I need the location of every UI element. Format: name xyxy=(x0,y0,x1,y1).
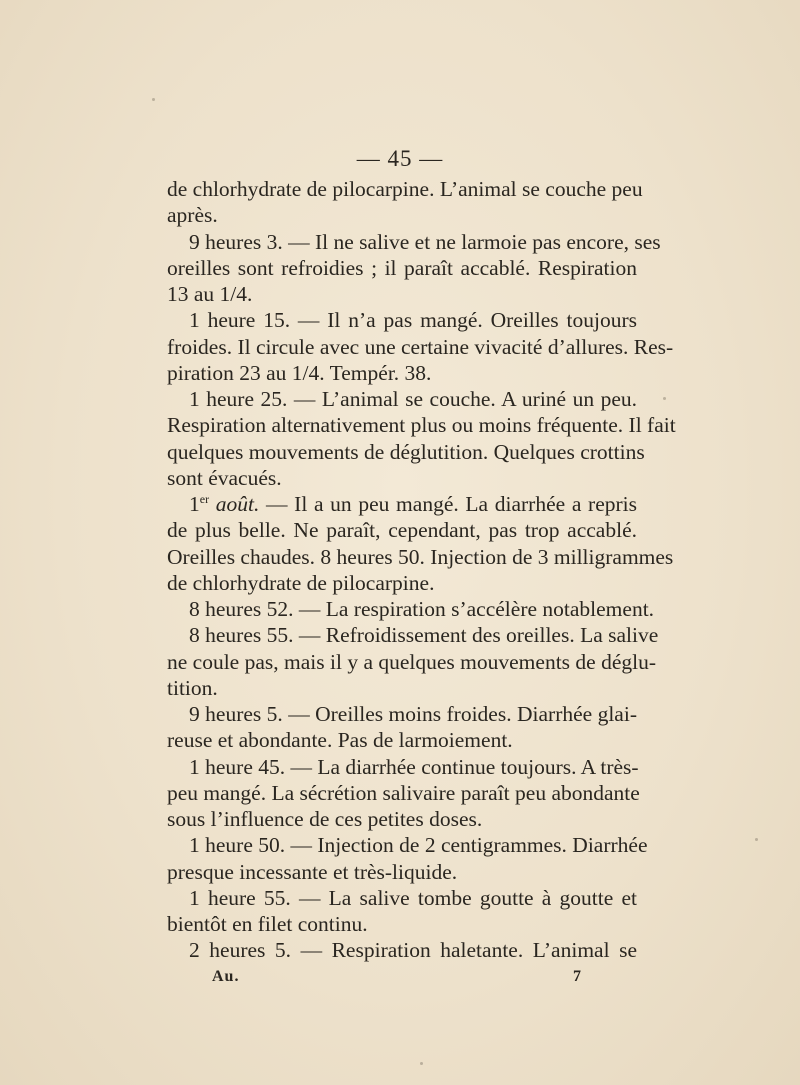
text-line: 9 heures 3. — Il ne salive et ne larmoie pas encore, ses xyxy=(189,229,661,254)
text-line: tition. xyxy=(167,675,218,700)
text-line: 8 heures 55. — Refroidissement des oreilles. La salive xyxy=(189,623,659,648)
paper-speck xyxy=(152,98,155,101)
text-line: Respiration alternativement plus ou moins fréquente. Il fait xyxy=(167,413,676,438)
text-line: ne coule pas, mais il y a quelques mouvements de déglu- xyxy=(167,649,656,674)
text-line: après. xyxy=(167,203,218,228)
text-line: sous l’influence de ces petites doses. xyxy=(167,807,483,831)
paper-speck xyxy=(755,838,758,841)
page-number: — 45 — xyxy=(356,146,444,171)
text-line: quelques mouvements de déglutition. Quelques crottins xyxy=(167,439,645,464)
text-line: Oreilles chaudes. 8 heures 50. Injection de 3 milligrammes xyxy=(167,544,674,569)
text-line: peu mangé. La sécrétion salivaire paraît peu abondante xyxy=(167,780,640,805)
text-line: 9 heures 5. — Oreilles moins froides. Diarrhée glai- xyxy=(189,702,637,726)
text-line: reuse et abondante. Pas de larmoiement. xyxy=(167,728,513,753)
text-line: de plus belle. Ne paraît, cependant, pas trop accablé. xyxy=(167,518,637,543)
text-line: 1 heure 15. — Il n’a pas mangé. Oreilles toujours xyxy=(189,308,637,333)
text-line: 8 heures 52. — La respiration s’accélère notablement. xyxy=(189,597,655,621)
signature-mark: Au. xyxy=(212,968,240,985)
text-line: froides. Il circule avec une certaine vivacité d’allures. Res- xyxy=(167,334,674,359)
text-line: 1 heure 55. — La salive tombe goutte à goutte et xyxy=(189,885,637,910)
text-line: 2 heures 5. — Respiration haletante. L’animal se xyxy=(189,938,637,963)
paper-speck xyxy=(420,1062,423,1065)
text-line: de chlorhydrate de pilocarpine. xyxy=(167,570,435,595)
text-line: 1 heure 25. — L’animal se couche. A uriné un peu. xyxy=(189,387,637,411)
text-line: 1 heure 45. — La diarrhée continue toujours. A très- xyxy=(189,754,639,779)
text-line: presque incessante et très-liquide. xyxy=(167,859,458,884)
text-line: sont évacués. xyxy=(167,465,282,490)
paper-speck xyxy=(663,397,666,400)
text-line: oreilles sont refroidies ; il paraît accablé. Respiration xyxy=(167,255,637,280)
sheet-number: 7 xyxy=(573,968,582,985)
body-text xyxy=(167,176,676,964)
text-line: 13 au 1/4. xyxy=(167,282,253,306)
text-line: bientôt en filet continu. xyxy=(167,912,368,936)
text-line: 1 heure 50. — Injection de 2 centigrammes. Diarrhée xyxy=(189,833,648,858)
text-line: 1er août. — Il a un peu mangé. La diarrhée a repris xyxy=(189,492,637,516)
text-line: de chlorhydrate de pilocarpine. L’animal se couche peu xyxy=(167,177,643,201)
text-line: piration 23 au 1/4. Tempér. 38. xyxy=(167,360,432,385)
